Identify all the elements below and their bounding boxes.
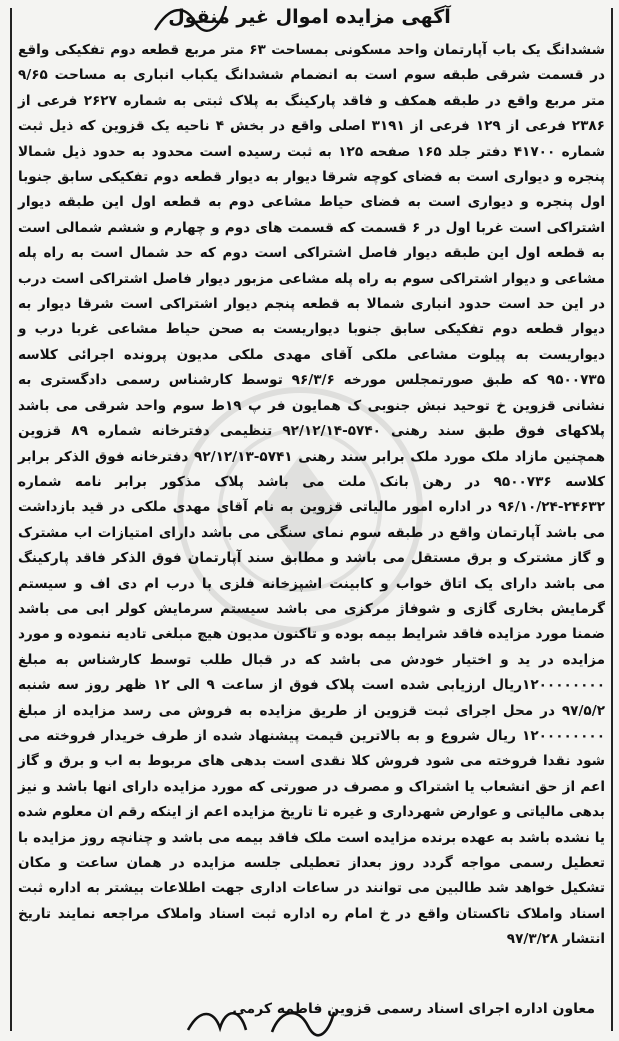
notice-title: آگهی مزایده اموال غیر منقول: [168, 6, 451, 28]
notice-signature: معاون اداره اجرای اسناد رسمی قزوین فاطمه کرمی: [232, 1001, 595, 1017]
notice-body: ششدانگ یک باب آپارتمان واحد مسکونی بمساحت ۶۳ متر مربع قطعه دوم تفکیکی واقع در قسمت شرقی طبقه سوم است به انضمام ششدانگ یکباب انباری به مساحت ۹/۶۵ متر مربع واقع در طبقه همکف و فاقد پارکینگ به پلاک ثبتی به شماره ۲۶۲۷ فرعی از ۲۳۸۶ فرعی از ۱۲۹ فرعی از ۳۱۹۱ اصلی واقع در بخش ۴ ناحیه یک قزوین که ذیل ثبت شماره ۴۱۷۰۰ دفتر جلد ۱۶۵ صفحه ۱۲۵ به ثبت رسیده است محدود به حدود ذیل شمالا پنجره و دیواری است به فضای کوچه شرقا دیوار به دیوار قطعه دوم تفکیکی سابق جنوبا اول پنجره و دیواری است به فضای حیاط مشاعی دوم به قطعه اول این طبقه دیوار اشتراکی است غربا اول در ۶ قسمت که قسمت های دوم و چهارم و ششم شمالی است به قطعه اول این طبقه دیوار فاصل اشتراکی است دوم که حد شمال است به راه پله مشاعی و دیوار اشتراکی سوم به راه پله مشاعی مزبور دیوار فاصل اشتراکی است درب در این حد است حدود انباری شمالا به قطعه پنجم دیوار اشتراکی است شرقا دیوار به دیوار قطعه دوم تفکیکی سابق جنوبا دیواریست به صحن حیاط مشاعی غربا درب و دیواریست به پیلوت مشاعی ملکی آقای مهدی ملکی مدیون پرونده اجرائی کلاسه ۹۵۰۰۷۳۵ که طبق صورتمجلس مورخه ۹۶/۳/۶ توسط کارشناس رسمی دادگستری به نشانی قزوین خ توحید نبش جنوبی ک همایون فر پ ۱۹ط سوم واحد شرقی می باشد پلاکهای فوق طبق سند رهنی ۵۷۴۰-۹۲/۱۲/۱۴ تنظیمی دفترخانه شماره ۸۹ قزوین همچنین مازاد ملک مورد ملک برابر سند رهنی ۵۷۴۱-۹۲/۱۲/۱۳ دفترخانه فوق الذکر برابر کلاسه ۹۵۰۰۷۳۶ در رهن بانک ملت می باشد پلاک مذکور برابر نامه شماره ۲۴۶۳۲-۹۶/۱۰/۲۴ در اداره امور مالیاتی قزوین به نام آقای مهدی ملکی در قید بازداشت می باشد آپارتمان واقع در طبقه سوم نمای سنگی می باشد دارای امتیازات اب مشترک و گاز مشترک و برق مستقل می باشد و مطابق سند آپارتمان فوق الذکر فاقد پارکینگ می باشد دارای یک اتاق خواب و کابینت اشپزخانه فلزی با درب ام دی اف و سیستم گرمایش بخاری گازی و شوفاژ مرکزی می باشد سیستم سرمایش کولر ابی می باشد ضمنا مورد مزایده فاقد شرایط بیمه بوده و تاکنون مدیون هیچ مبلغی تادیه ننموده و مورد مزایده در ید و اختیار خودش می باشد که در قبال طلب توسط کارشناس به مبلغ ۱۲۰۰۰۰۰۰۰۰ریال ارزیابی شده است پلاک فوق از ساعت ۹ الی ۱۲ ظهر روز سه شنبه ۹۷/۵/۲ در محل اجرای ثبت قزوین از طریق مزایده به فروش می رسد مزایده از مبلغ ۱۲۰۰۰۰۰۰۰۰ ریال شروع و به بالاترین قیمت پیشنهاد شده از طرف خریدار فروخته می شود نقدا فروخته می شود فروش کلا نقدی است بدهی های مربوط به اب و برق و گاز اعم از حق انشعاب یا اشتراک و مصرف در صورتی که مورد مزایده دارای انها باشد و نیز بدهی مالیاتی و عوارض شهرداری و غیره تا تاریخ مزایده اعم از اینکه رقم ان معلوم شده یا نشده باشد به عهده برنده مزایده است ملک فاقد بیمه می باشد و چنانچه روز مزایده با تعطیل رسمی مواجه گردد روز بعداز تعطیلی جلسه مزایده در همان ساعت و مکان تشکیل خواهد شد طالبین می توانند در ساعات اداری جهت اطلاعات بیشتر به اداره ثبت اسناد واملاک تاکستان واقع در خ امام ره اداره ثبت اسناد واملاک مراجعه نمایند تاریخ انتشار ۹۷/۳/۲۸: [18, 42, 606, 948]
